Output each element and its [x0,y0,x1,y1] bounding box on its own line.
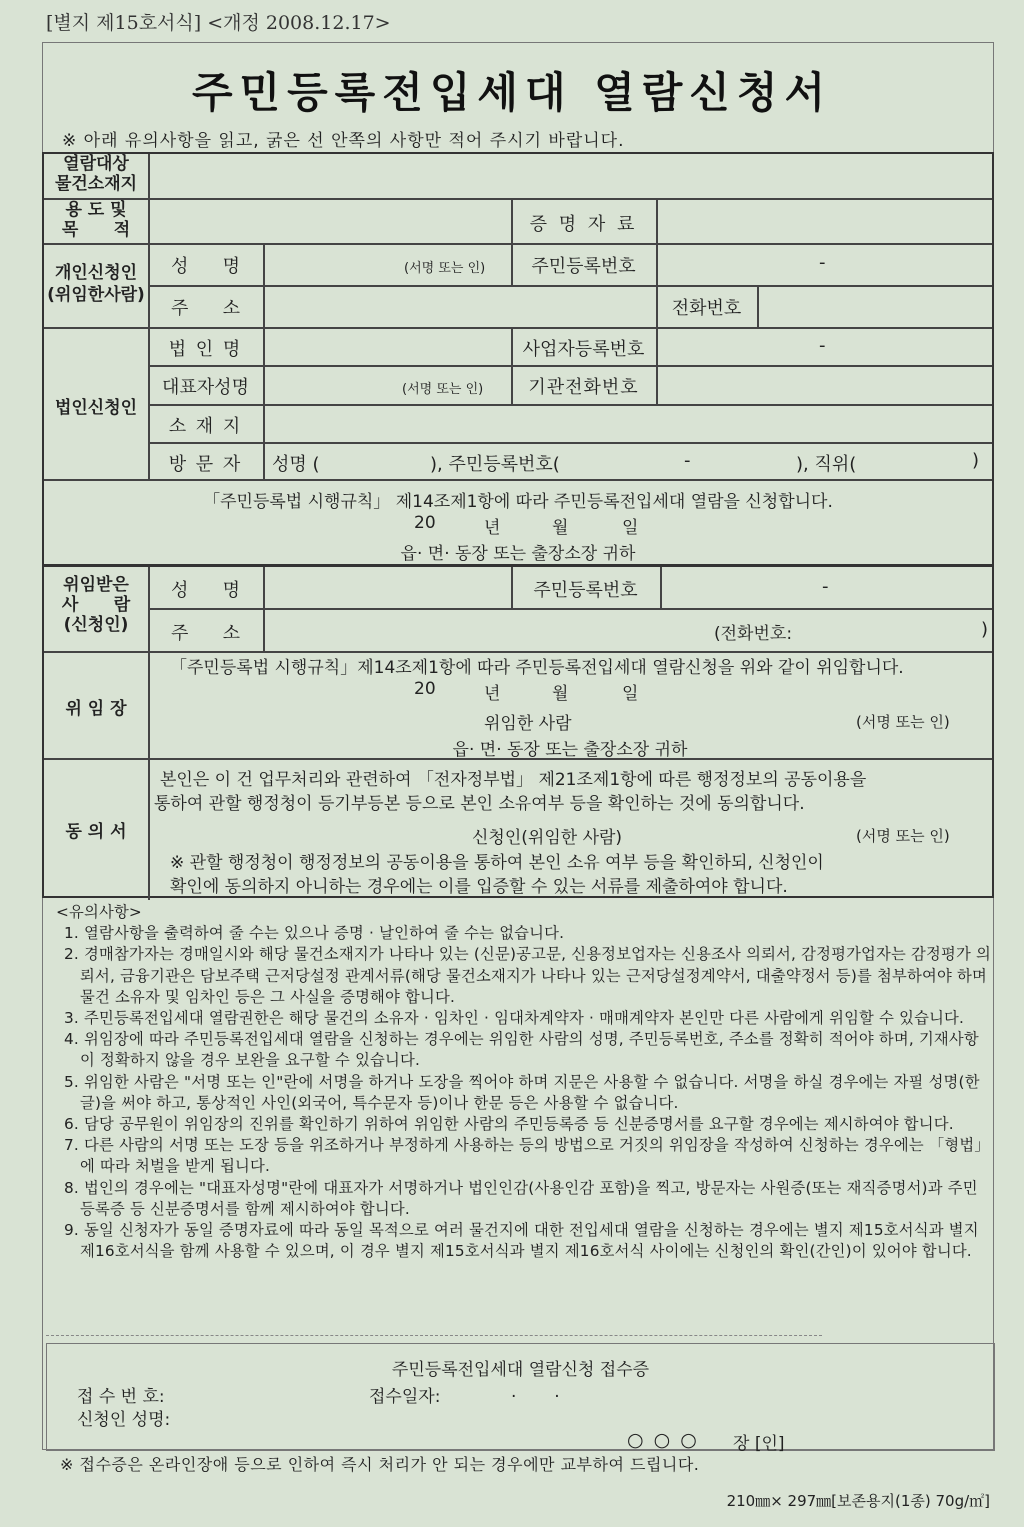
caution-item: 5. 위임한 사람은 "서명 또는 인"란에 서명을 하거나 도장을 찍어야 하며 지문은 사용할 수 없습니다. 서명을 하실 경우에는 자필 성명(한글)을 써야 하고, 통상적인 사인(외국어, 특수문자 등)이나 한문 등은 사용할 수 없습니다. [64,1072,980,1112]
sign-hint: (서명 또는 인) [404,261,486,276]
poa-addressee: 읍· 면· 동장 또는 출장소장 귀하 [452,740,688,760]
caution-item: 2. 경매참가자는 경매일시와 해당 물건소재지가 나타나 있는 (신문)공고문, 신용정보업자는 신용조사 의뢰서, 감정평가업자는 감정평가 의뢰서, 금융기관은 담보주택 근저당설정 관계서류(해당 물건소재지가 나타나 있는 근저당설정계약서, 대출약정서 등)를 첨부하여야 하며 물건 소유자 및 임차인 등은 그 사실을 증명해야 합니다. [64,945,991,1006]
poa-date-year: 20 [414,679,436,699]
receipt-title: 주민등록전입세대 열람신청 접수증 [391,1360,650,1380]
receipt-footnote: ※ 접수증은 온라인장애 등으로 인하여 즉시 처리가 안 되는 경우에만 교부하여 드립니다. [60,1455,700,1474]
delegate-label: 위임받은 사 람 (신청인) [61,575,131,635]
delegation-table [42,565,994,898]
consent-line-1: 본인은 이 건 업무처리와 관련하여 「전자정부법」 제21조제1항에 따른 행정정보의 공동이용을 [160,770,867,790]
poa-text: 「주민등록법 시행규칙」제14조제1항에 따라 주민등록전입세대 열람신청을 위와 같이 위임합니다. [170,658,904,678]
receipt-date-dots: . . [511,1382,560,1402]
visitor-dash: - [684,450,691,471]
evidence-label: 증 명 자 료 [529,214,638,235]
poa-sign-hint: (서명 또는 인) [856,713,950,731]
delegate-phone-hint: (전화번호: [714,624,793,644]
date-year: 20 [414,513,436,533]
caution-item: 7. 다른 사람의 서명 또는 도장 등을 위조하거나 부정하게 사용하는 등의 방법으로 거짓의 위임장을 작성하여 신청하는 경우에는 「형법」에 따라 처벌을 받게 됩니다. [64,1136,990,1176]
consent-note-1: ※ 관할 행정청이 행정정보의 공동이용을 통하여 본인 소유 여부 등을 확인하되, 신청인이 [170,853,824,873]
application-table [42,152,994,566]
caution-item: 8. 법인의 경우에는 "대표자성명"란에 대표자가 서명하거나 법인인감(사용인감 포함)을 찍고, 방문자는 사원증(또는 재직증명서)과 주민등록증 등 신분증명서를 함께 제시하여야 합니다. [64,1178,978,1218]
instruction-note: ※ 아래 유의사항을 읽고, 굵은 선 안쪽의 사항만 적어 주시기 바랍니다. [62,131,625,151]
rrn-dash: - [819,252,826,273]
rrn-label: 주민등록번호 [531,256,636,277]
corporate-applicant-label: 법인신청인 [54,398,138,418]
poa-date-d: 일 [622,684,639,704]
receipt-box [46,1343,995,1454]
delegate-name-label: 성 명 [170,580,241,601]
biz-reg-label: 사업자등록번호 [522,339,645,360]
visitor-rrn: ), 주민등록번호( [430,454,560,475]
receipt-date-label: 접수일자: [369,1387,441,1407]
target-location-label: 열람대상 물건소재지 [54,154,138,194]
addressee: 읍· 면· 동장 또는 출장소장 귀하 [400,544,636,564]
form-title: 주민등록전입세대 열람신청서 [191,68,833,117]
poa-date-y: 년 [484,684,501,704]
receipt-name-label: 신청인 성명: [77,1410,171,1430]
cautions-section [56,902,992,1262]
cut-line [46,1335,822,1336]
consent-label: 동 의 서 [65,822,127,842]
phone-label: 전화번호 [671,298,742,319]
delegate-phone-close: ) [981,619,989,640]
date-y: 년 [484,518,501,538]
official-seal: 장 [인] [733,1434,785,1454]
caution-item: 9. 동일 신청자가 동일 증명자료에 따라 동일 목적으로 여러 물건지에 대한 전입세대 열람을 신청하는 경우에는 별지 제15호서식과 별지 제16호서식을 함께 사용할 수 있으며, 이 경우 별지 제15호서식과 별지 제16호서식 사이에는 신청인의 확인(간인)이 있어야 합니다. [64,1221,979,1261]
poa-label: 위 임 장 [65,699,127,719]
delegator-label: 위임한 사람 [484,714,572,734]
location-label: 소 재 지 [168,416,243,437]
cautions-heading: <유의사항> [56,903,142,921]
declaration: 「주민등록법 시행규칙」 제14조제1항에 따라 주민등록전입세대 열람을 신청합니다. [203,492,833,512]
paper-spec: 210㎜× 297㎜[보존용지(1종) 70g/㎡] [726,1492,990,1510]
consent-applicant: 신청인(위임한 사람) [472,828,623,848]
caution-item: 4. 위임장에 따라 주민등록전입세대 열람을 신청하는 경우에는 위임한 사람의 성명, 주민등록번호, 주소를 정확히 적어야 하며, 기재사항이 정확하지 않을 경우 보완을 요구할 수 있습니다. [64,1030,979,1070]
visitor-position: ), 직위( [796,454,857,475]
poa-date-m: 월 [552,684,569,704]
caution-item: 6. 담당 공무원이 위임장의 진위를 확인하기 위하여 위임한 사람의 주민등록증 등 신분증명서를 요구할 경우에는 제시하여야 합니다. [64,1115,954,1134]
date-d: 일 [622,518,639,538]
caution-item: 3. 주민등록전입세대 열람권한은 해당 물건의 소유자 · 임차인 · 임대차계약자 · 매매계약자 본인만 다른 사람에게 위임할 수 있습니다. [64,1009,965,1028]
consent-line-2: 통하여 관할 행정청이 등기부등본 등으로 본인 소유여부 등을 확인하는 것에 동의합니다. [154,794,805,814]
delegate-address-label: 주 소 [170,623,241,644]
rep-sign-hint: (서명 또는 인) [402,382,484,397]
visitor-label: 방 문 자 [168,454,243,475]
address-label: 주 소 [170,298,241,319]
purpose-label: 용 도 및 목 적 [61,200,131,240]
consent-note-2: 확인에 동의하지 아니하는 경우에는 이를 입증할 수 있는 서류를 제출하여야 합니다. [170,877,788,897]
receipt-number-label: 접 수 번 호: [77,1387,165,1407]
rep-name-label: 대표자성명 [162,377,249,398]
name-label: 성 명 [170,256,241,277]
delegate-rrn-dash: - [822,576,829,597]
form-reference: [별지 제15호서식] <개정 2008.12.17> [46,12,391,34]
visitor-name: 성명 ( [272,454,320,475]
corp-name-label: 법 인 명 [168,339,243,360]
date-m: 월 [552,518,569,538]
visitor-close: ) [972,450,980,471]
org-phone-label: 기관전화번호 [528,377,639,398]
official-circles: ○ ○ ○ [627,1429,699,1451]
biz-reg-dash: - [819,335,826,356]
individual-applicant-label: 개인신청인 (위임한사람) [47,263,145,305]
consent-sign-hint: (서명 또는 인) [856,827,950,845]
caution-item: 1. 열람사항을 출력하여 줄 수는 있으나 증명 · 날인하여 줄 수는 없습니다. [64,924,565,943]
delegate-rrn-label: 주민등록번호 [533,580,638,601]
